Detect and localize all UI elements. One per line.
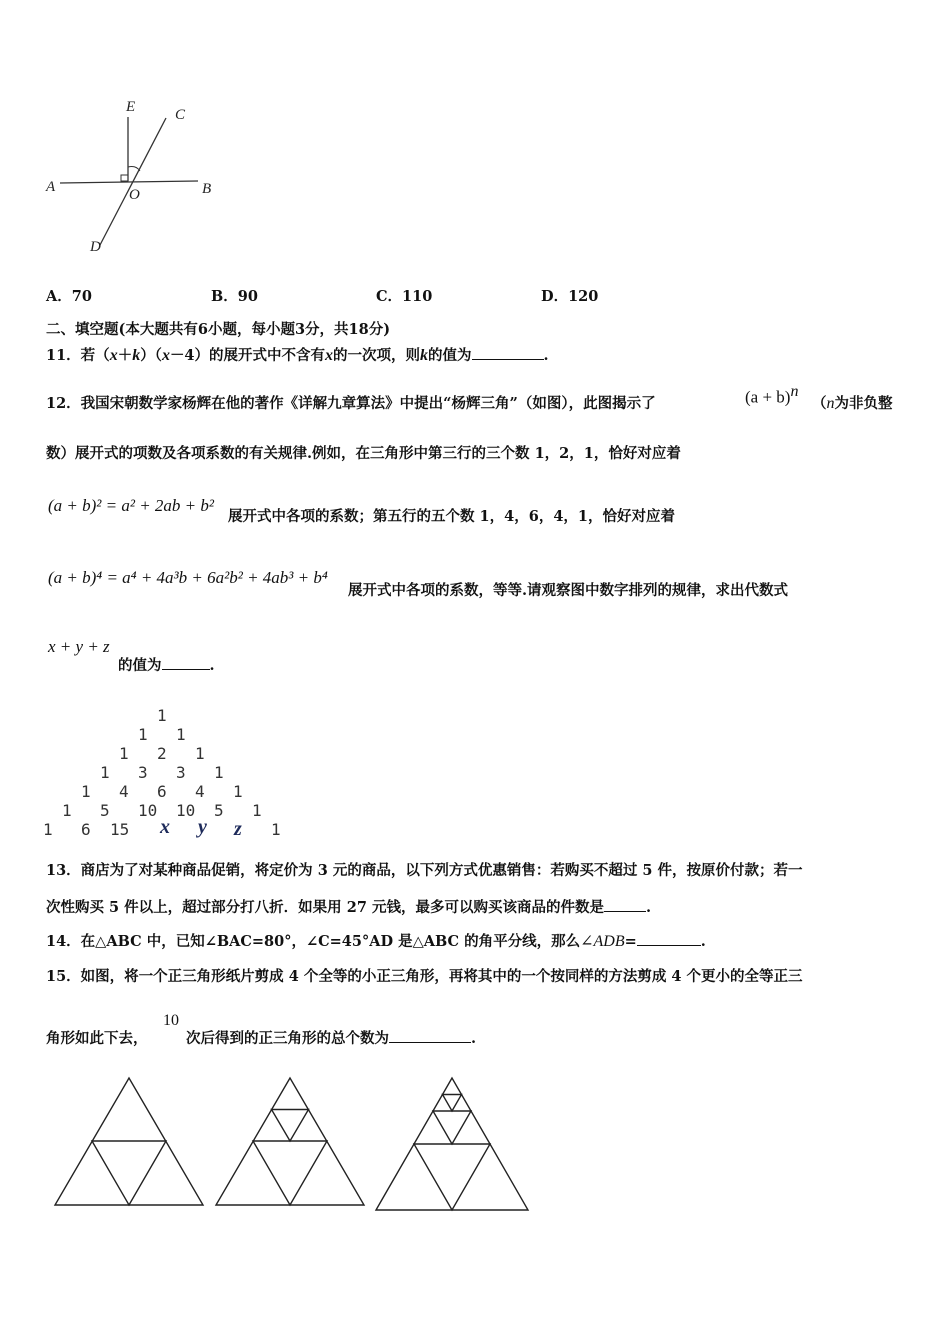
question-15-line2b	[186, 1027, 476, 1048]
small-triangle	[433, 1111, 471, 1144]
inner-triangle	[414, 1144, 490, 1210]
label-e: E	[126, 99, 136, 115]
yh-number: 4	[119, 782, 129, 801]
answer-blank[interactable]	[604, 897, 646, 912]
yh-number: 1	[195, 744, 205, 763]
q14-end: .	[700, 933, 706, 950]
q12-eq2: (a + b)⁴ = a⁴ + 4a³b + 6a²b² + 4ab³ + b⁴	[48, 568, 328, 587]
q12-text: 的值为	[118, 657, 162, 674]
q11-var-k: k	[420, 347, 429, 364]
inner-triangle	[253, 1141, 327, 1205]
q12-var-n: n	[826, 395, 835, 412]
q11-part: －4）的展开式中不含有	[169, 347, 326, 364]
yh-number: 3	[138, 763, 148, 782]
option-letter: C．	[376, 288, 403, 305]
yh-number: 10	[138, 801, 158, 820]
label-o: O	[129, 187, 140, 203]
yh-number: 1	[81, 782, 91, 801]
small-triangle	[272, 1110, 309, 1142]
question-15-line1: 15．如图，将一个正三角形纸片剪成 4 个全等的小正三角形，再将其中的一个按同样的方法剪成 4 个更小的全等正三	[46, 968, 803, 985]
triangle-figure-2	[213, 1075, 368, 1210]
question-12-line4: 展开式中各项的系数，等等.请观察图中数字排列的规律，求出代数式	[348, 582, 789, 599]
q11-var-x: x	[109, 347, 118, 364]
q12-eq1: (a + b)² = a² + 2ab + b²	[48, 496, 214, 515]
yh-number: 1	[214, 763, 224, 782]
yh-number: 15	[110, 820, 130, 839]
yh-number: 4	[195, 782, 205, 801]
option-letter: A．	[46, 288, 72, 305]
option-letter: D．	[541, 288, 569, 305]
q11-part: 的值为	[428, 347, 472, 364]
label-b: B	[202, 181, 212, 197]
yh-number: 1	[43, 820, 53, 839]
q14-angle: ∠ADB	[580, 933, 625, 950]
option-value: 90	[237, 288, 258, 305]
option-d[interactable]	[541, 285, 598, 306]
q11-part: ＋	[117, 347, 133, 364]
triangle-figure-3	[373, 1075, 533, 1215]
q13-end: .	[645, 899, 652, 916]
q11-part: 的一次项，则	[333, 347, 421, 364]
q12-exp-n: n	[790, 383, 799, 400]
option-c[interactable]	[376, 285, 432, 306]
label-a: A	[46, 179, 56, 195]
option-value: 110	[402, 288, 433, 305]
yh-number: 1	[233, 782, 243, 801]
yh-number: 1	[176, 725, 186, 744]
yh-number: 3	[176, 763, 186, 782]
option-value: 120	[568, 288, 599, 305]
yh-number: 6	[81, 820, 91, 839]
q11-end: .	[543, 347, 549, 364]
yh-number: 1	[157, 706, 167, 725]
yh-number: 5	[214, 801, 224, 820]
q11-part: ）（	[140, 347, 162, 364]
q12-expr-ab: (a + b)	[745, 387, 791, 407]
question-12-line3: 展开式中各项的系数；第五行的五个数 1，4，6，4，1，恰好对应着	[228, 508, 675, 525]
q12-end: .	[209, 657, 215, 674]
question-15-line2a: 角形如此下去，	[46, 1030, 148, 1047]
q11-var-k: k	[132, 347, 141, 364]
option-letter: B．	[211, 288, 238, 305]
q14-text: 14．在△ABC 中，已知∠BAC=80°，∠C=45°AD 是△ABC 的角平分线，那么	[46, 933, 581, 950]
q12-expr-xyz: x + y + z	[48, 637, 110, 656]
q11-var-x: x	[325, 347, 334, 364]
triangle-figure-1	[52, 1075, 207, 1210]
q15-end: .	[471, 1030, 477, 1047]
yh-number: 10	[176, 801, 196, 820]
option-value: 70	[71, 288, 92, 305]
yh-number: 2	[157, 744, 167, 763]
yh-var-x: x	[160, 816, 170, 838]
question-13-line2	[46, 896, 651, 917]
yh-number: 1	[271, 820, 281, 839]
inner-triangle	[92, 1141, 166, 1205]
q14-eq: =	[624, 933, 637, 950]
yh-number: 5	[100, 801, 110, 820]
yh-var-z: z	[234, 818, 242, 840]
q11-part: 11．若（	[46, 347, 110, 364]
q11-var-x: x	[161, 347, 170, 364]
question-13-line1: 13．商店为了对某种商品促销，将定价为 3 元的商品，以下列方式优惠销售：若购买不超过 5 件，按原价付款；若一	[46, 862, 803, 879]
yh-number: 1	[62, 801, 72, 820]
q15-text: 次后得到的正三角形的总个数为	[186, 1030, 389, 1047]
answer-blank[interactable]	[637, 931, 701, 946]
answer-blank[interactable]	[472, 345, 544, 360]
label-d: D	[90, 239, 101, 255]
yh-number: 1	[100, 763, 110, 782]
q13-text: 次性购买 5 件以上，超过部分打八折．如果用 27 元钱，最多可以购买该商品的件数是	[46, 899, 604, 916]
answer-blank[interactable]	[389, 1028, 471, 1043]
q12-expr	[745, 383, 798, 407]
yh-number: 1	[138, 725, 148, 744]
question-12-line2: 数）展开式的项数及各项系数的有关规律.例如，在三角形中第三行的三个数 1，2，1，恰好对应着	[46, 445, 681, 462]
yh-number: 6	[157, 782, 167, 801]
q15-times: 10	[163, 1012, 179, 1029]
q12-text: 为非负整	[834, 395, 893, 412]
q12-text: （	[812, 395, 827, 412]
label-c: C	[175, 107, 186, 123]
section-heading: 二、填空题(本大题共有6小题，每小题3分，共18分)	[46, 321, 391, 338]
yh-var-y: y	[198, 816, 207, 838]
q12-line1-tail	[812, 392, 893, 413]
q12-text: 12．我国宋朝数学家杨辉在他的著作《详解九章算法》中提出“杨辉三角”（如图），此图揭示了	[46, 395, 656, 412]
yanghui-triangle	[0, 0, 320, 850]
yh-number: 1	[119, 744, 129, 763]
yh-number: 1	[252, 801, 262, 820]
question-14	[46, 930, 706, 951]
smaller-triangle	[443, 1095, 462, 1112]
